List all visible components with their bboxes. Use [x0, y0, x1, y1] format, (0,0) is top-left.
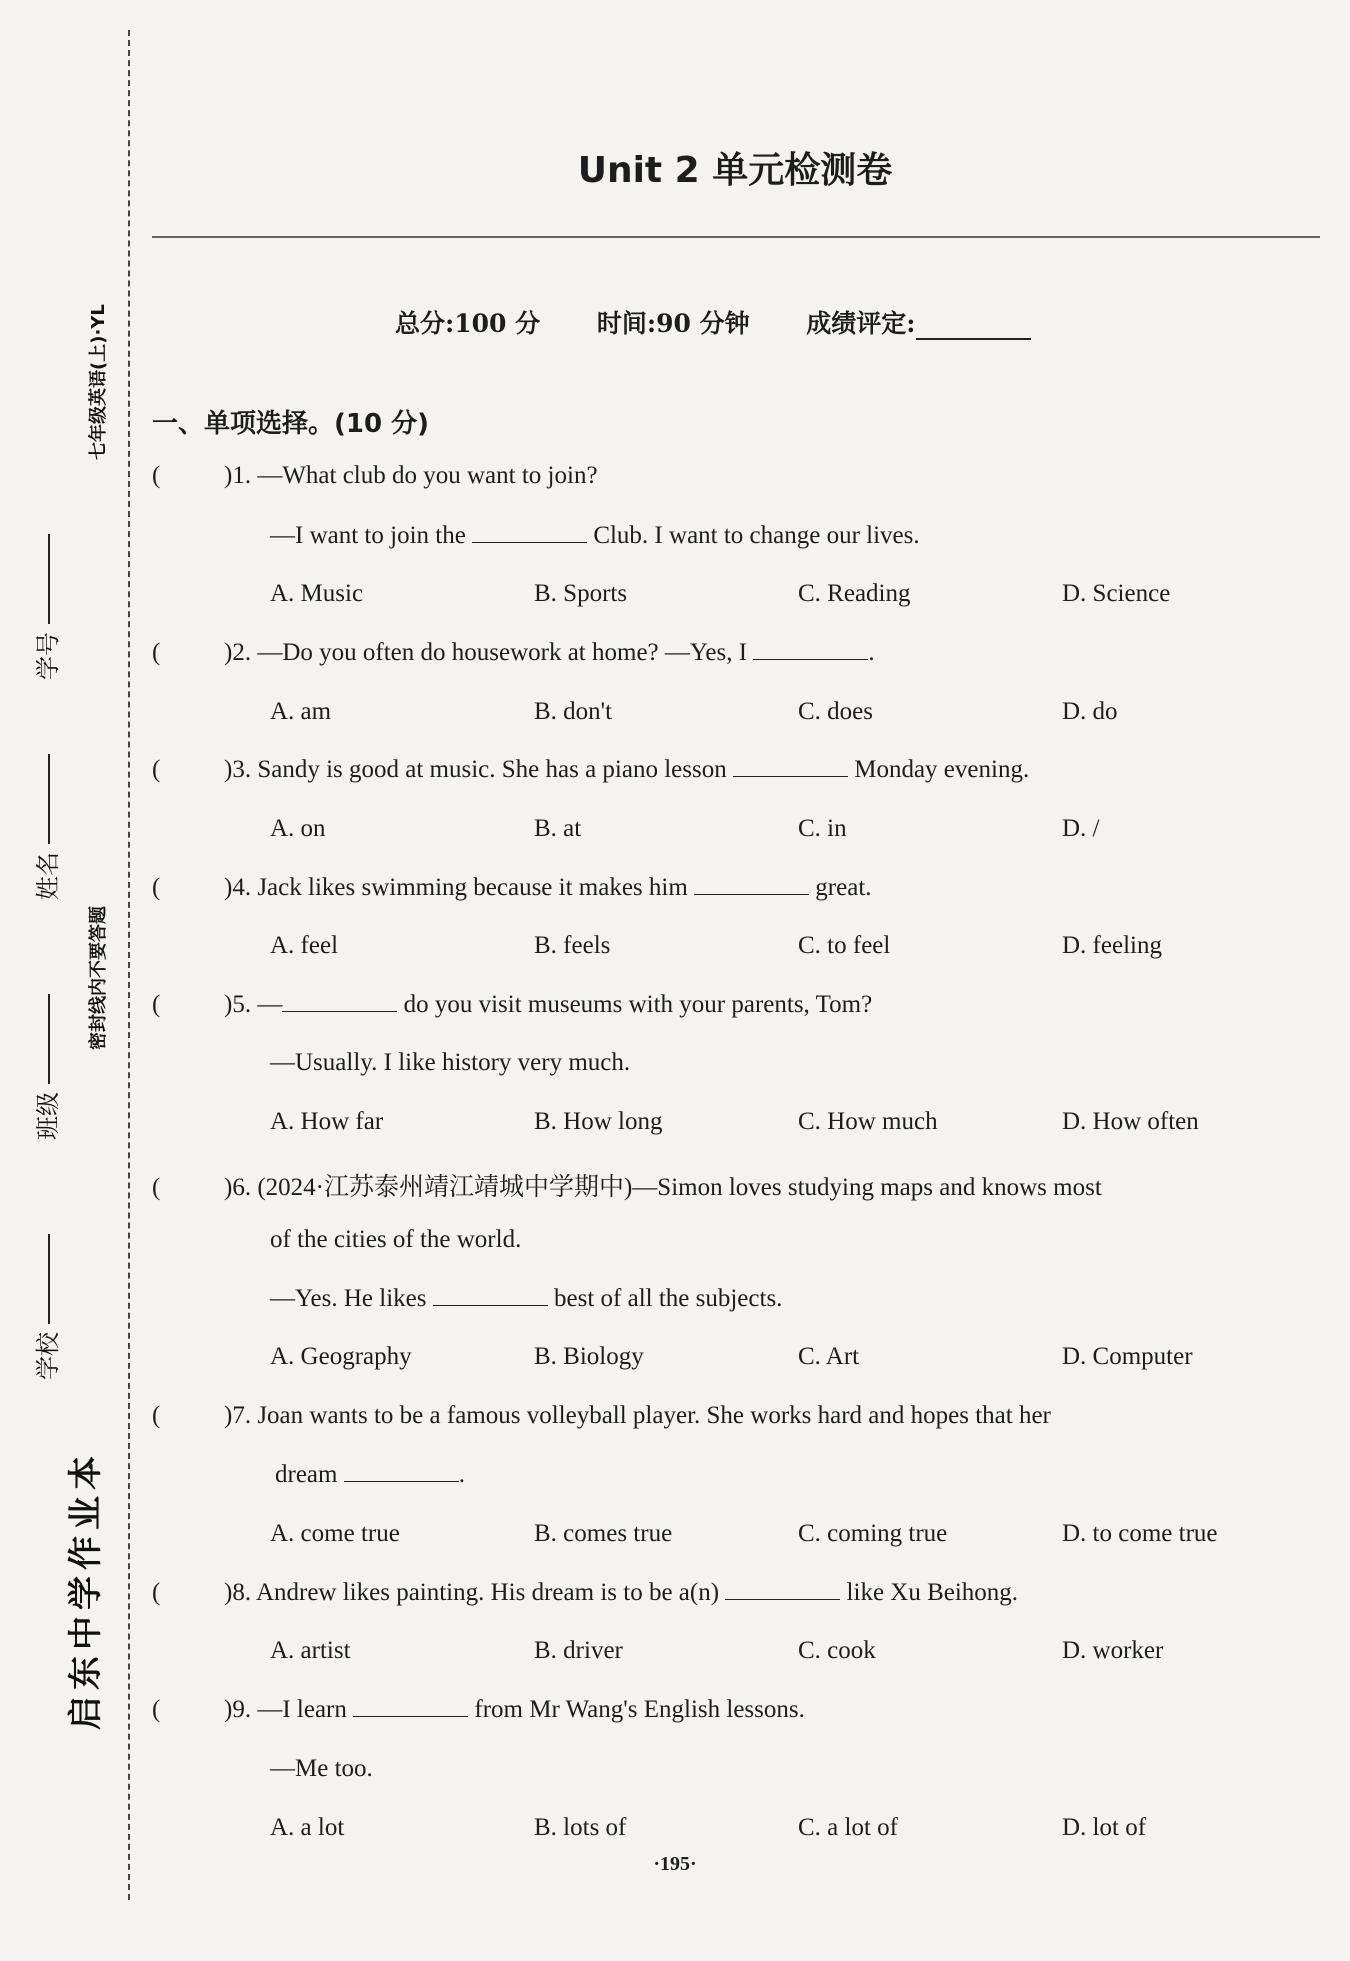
page-number: ·195·: [653, 1853, 697, 1875]
seal-dashed-line: [128, 30, 130, 1900]
answer-blank: [353, 1715, 468, 1717]
name-blank: [48, 754, 50, 844]
question-7-line2: dream .: [275, 1461, 465, 1488]
question-5: ( )5. — do you visit museums with your parents, Tom?: [152, 991, 873, 1018]
school-blank: [48, 1234, 50, 1324]
question-9: ( )9. —I learn from Mr Wang's English lessons.: [152, 1696, 805, 1723]
question-8: ( )8. Andrew likes painting. His dream is to be a(n) like Xu Beihong.: [152, 1579, 1019, 1606]
student-id-field: 学号: [28, 534, 63, 680]
question-5-line2: —Usually. I like history very much.: [270, 1049, 631, 1076]
question-1-options: A. Music B. Sports C. Reading D. Science: [270, 580, 1171, 607]
answer-blank: [725, 1598, 840, 1600]
name-field: 姓名: [28, 754, 63, 900]
question-6-line2: of the cities of the world.: [270, 1226, 522, 1253]
binding-margin: [0, 0, 140, 1961]
question-1-line2: —I want to join the Club. I want to change our lives.: [270, 522, 920, 549]
brand-vertical: 启东中学作业本: [66, 1450, 106, 1730]
exam-meta: [395, 304, 1079, 340]
question-5-options: A. How far B. How long C. How much D. How often: [270, 1108, 1199, 1135]
title-divider: [152, 236, 1320, 238]
section-title: 一、单项选择。(10 分): [152, 409, 429, 439]
seal-notice: 密封线内不要答题: [88, 906, 109, 1050]
class-blank: [48, 994, 50, 1084]
time-limit: 时间:90 分钟: [596, 309, 750, 338]
class-field: 班级: [28, 994, 63, 1140]
question-1: ( )1. —What club do you want to join?: [152, 462, 598, 489]
question-7: ( )7. Joan wants to be a famous volleyball player. She works hard and hopes that her: [152, 1402, 1051, 1429]
id-blank: [48, 534, 50, 624]
question-9-line2: —Me too.: [270, 1755, 373, 1782]
school-field: 学校: [28, 1234, 63, 1380]
answer-blank: [344, 1480, 459, 1482]
question-6-options: A. Geography B. Biology C. Art D. Computer: [270, 1343, 1193, 1370]
answer-blank: [433, 1304, 548, 1306]
question-4: ( )4. Jack likes swimming because it makes him great.: [152, 874, 872, 901]
question-2-options: A. am B. don't C. does D. do: [270, 698, 1118, 725]
answer-blank: [753, 658, 868, 660]
total-score: 总分:100 分: [395, 309, 541, 338]
answer-blank: [472, 541, 587, 543]
question-4-options: A. feel B. feels C. to feel D. feeling: [270, 932, 1162, 959]
question-9-options: A. a lot B. lots of C. a lot of D. lot of: [270, 1814, 1147, 1841]
grade-label: 七年级英语(上)·YL: [88, 304, 109, 460]
question-7-options: A. come true B. comes true C. coming true D. to come true: [270, 1520, 1218, 1547]
page-title: Unit 2 单元检测卷: [577, 150, 893, 191]
grade-eval-blank: [916, 338, 1031, 340]
answer-blank: [282, 1010, 397, 1012]
question-6-line3: —Yes. He likes best of all the subjects.: [270, 1285, 783, 1312]
answer-blank: [694, 893, 809, 895]
question-3: ( )3. Sandy is good at music. She has a piano lesson Monday evening.: [152, 756, 1030, 783]
question-6: ( )6. (2024·江苏泰州靖江靖城中学期中)—Simon loves studying maps and knows most: [152, 1174, 1102, 1201]
question-3-options: A. on B. at C. in D. /: [270, 815, 1100, 842]
question-2: ( )2. —Do you often do housework at home? —Yes, I .: [152, 639, 875, 666]
grade-eval: 成绩评定:: [806, 309, 916, 338]
question-8-options: A. artist B. driver C. cook D. worker: [270, 1637, 1164, 1664]
answer-blank: [733, 775, 848, 777]
